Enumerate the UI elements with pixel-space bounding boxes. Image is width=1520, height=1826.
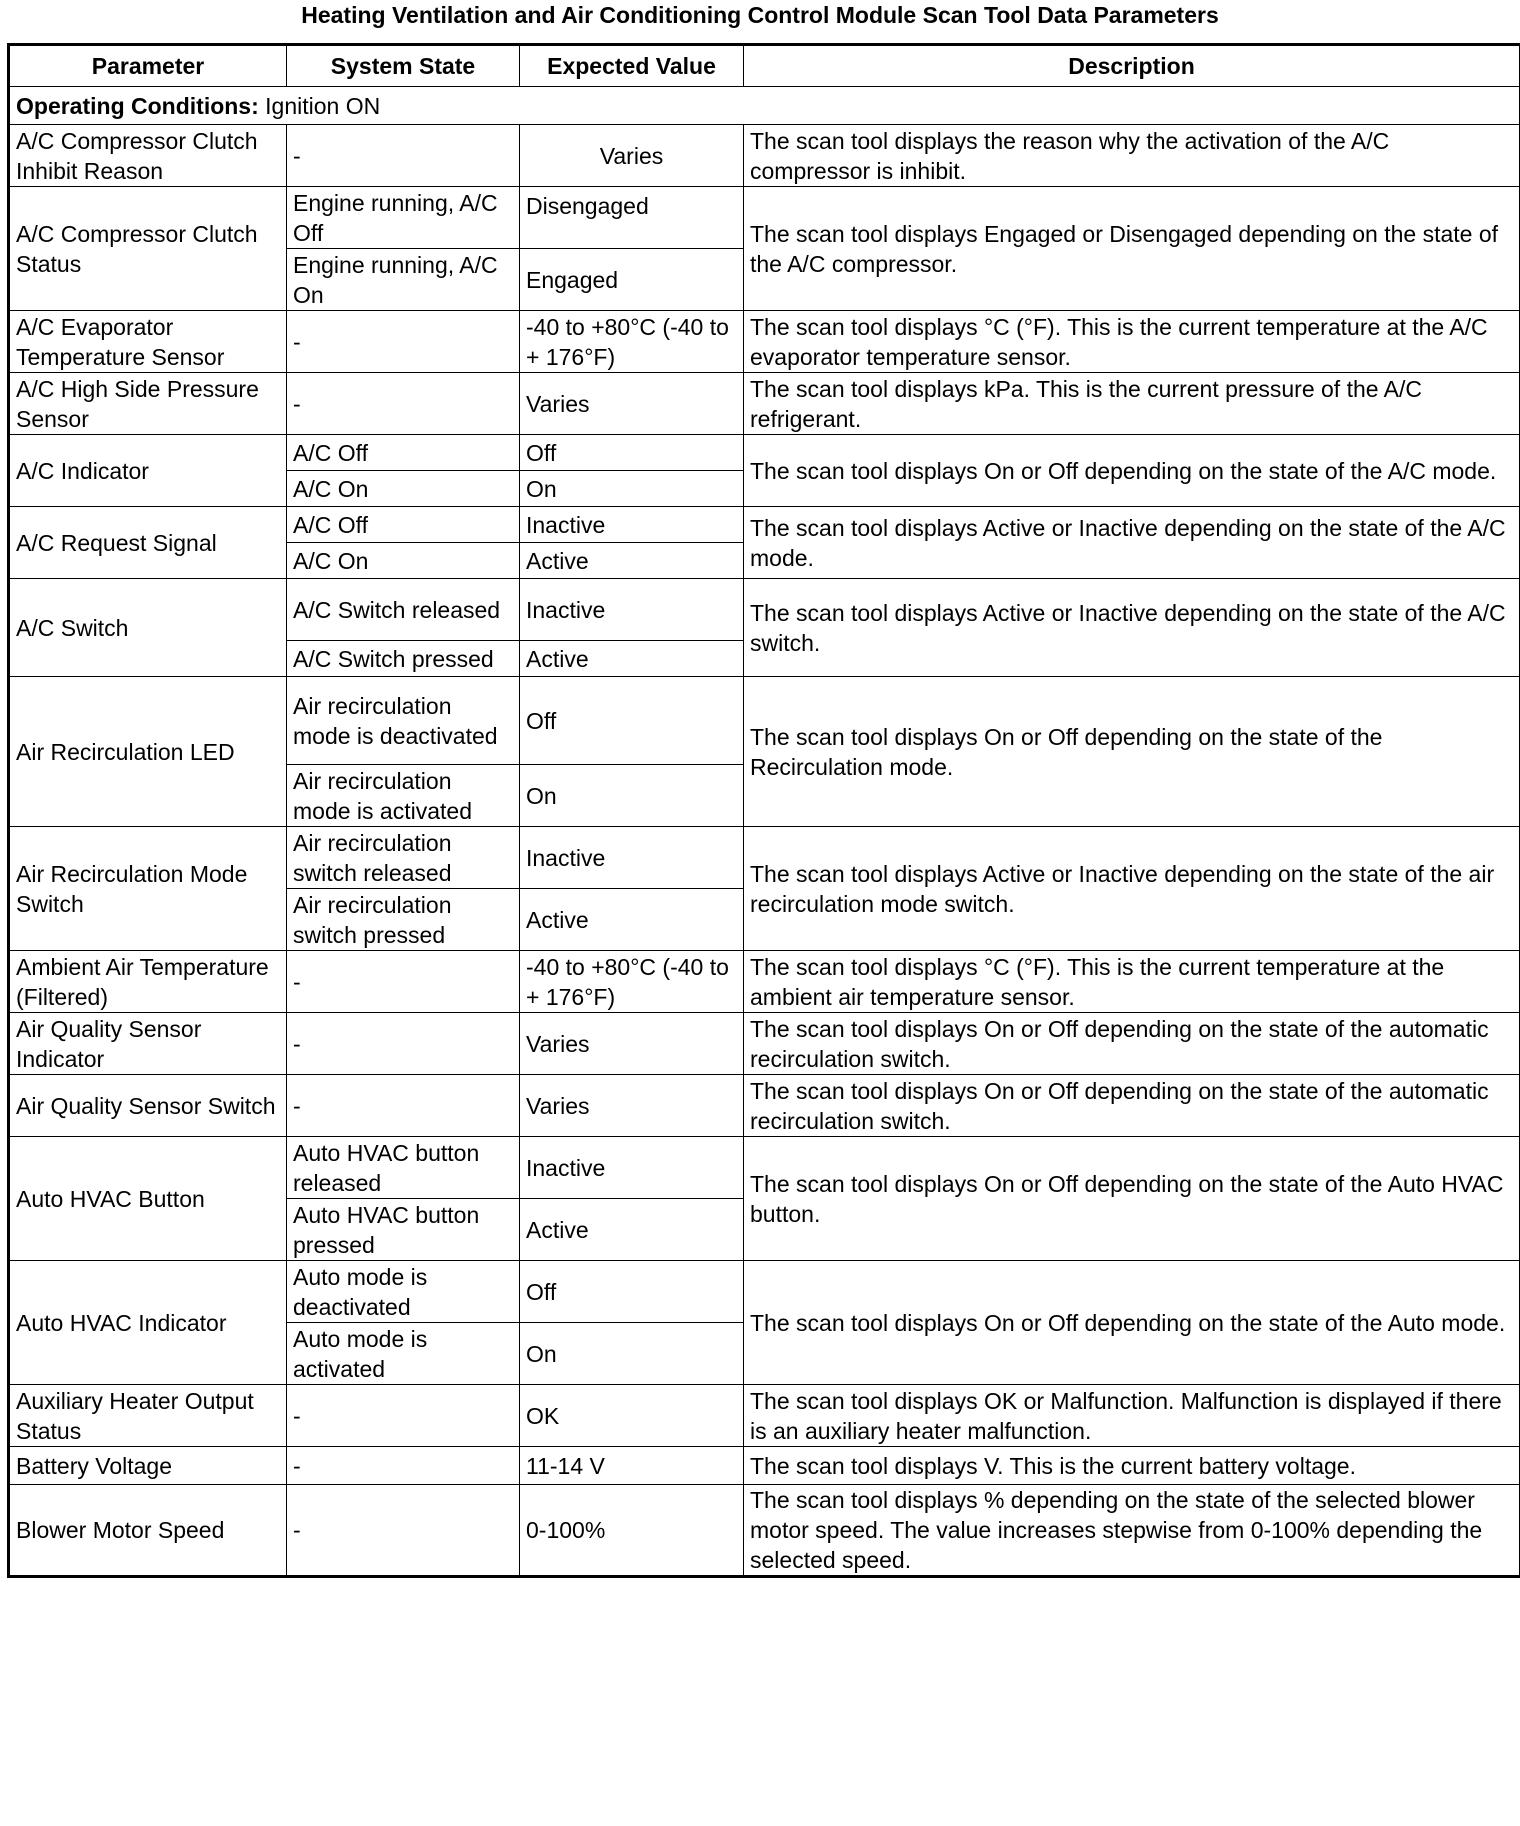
description-cell: The scan tool displays On or Off depending on the state of the A/C mode. xyxy=(744,435,1520,507)
expected-value-cell: Active xyxy=(520,889,744,951)
parameter-cell: Auto HVAC Button xyxy=(9,1137,287,1261)
description-cell: The scan tool displays V. This is the current battery voltage. xyxy=(744,1447,1520,1485)
description-cell: The scan tool displays On or Off depending on the state of the Auto HVAC button. xyxy=(744,1137,1520,1261)
parameter-cell: A/C Compressor Clutch Inhibit Reason xyxy=(9,125,287,187)
system-state-cell: - xyxy=(287,1447,520,1485)
system-state-cell: - xyxy=(287,1075,520,1137)
expected-value-cell: Inactive xyxy=(520,827,744,889)
parameter-cell: Auxiliary Heater Output Status xyxy=(9,1385,287,1447)
parameter-cell: A/C Indicator xyxy=(9,435,287,507)
header-expected-value: Expected Value xyxy=(520,45,744,87)
description-cell: The scan tool displays On or Off depending on the state of the Recirculation mode. xyxy=(744,677,1520,827)
table-row xyxy=(9,1485,1520,1577)
system-state-cell: A/C Switch pressed xyxy=(287,641,520,677)
description-cell: The scan tool displays Engaged or Disengaged depending on the state of the A/C compressor. xyxy=(744,187,1520,311)
parameter-cell: Air Quality Sensor Indicator xyxy=(9,1013,287,1075)
header-description: Description xyxy=(744,45,1520,87)
description-cell: The scan tool displays °C (°F). This is the current temperature at the A/C evaporator temperature sensor. xyxy=(744,311,1520,373)
parameter-cell: Air Recirculation LED xyxy=(9,677,287,827)
expected-value-cell: Off xyxy=(520,677,744,765)
expected-value-cell: -40 to +80°C (-40 to + 176°F) xyxy=(520,951,744,1013)
table-row xyxy=(9,1447,1520,1485)
system-state-cell: A/C Off xyxy=(287,435,520,471)
expected-value-cell: -40 to +80°C (-40 to + 176°F) xyxy=(520,311,744,373)
expected-value-cell: Active xyxy=(520,543,744,579)
operating-conditions-value: Ignition ON xyxy=(258,92,381,119)
expected-value-cell: Disengaged xyxy=(520,187,744,249)
expected-value-cell: Inactive xyxy=(520,579,744,641)
description-cell: The scan tool displays % depending on the state of the selected blower motor speed. The value increases stepwise from 0-100% depending the selected speed. xyxy=(744,1485,1520,1577)
table-row xyxy=(9,125,1520,187)
system-state-cell: - xyxy=(287,1013,520,1075)
expected-value-cell: Active xyxy=(520,1199,744,1261)
parameter-cell: Ambient Air Temperature (Filtered) xyxy=(9,951,287,1013)
table-row xyxy=(9,827,1520,889)
parameter-cell: A/C Compressor Clutch Status xyxy=(9,187,287,311)
parameter-cell: Blower Motor Speed xyxy=(9,1485,287,1577)
description-cell: The scan tool displays On or Off depending on the state of the automatic recirculation switch. xyxy=(744,1075,1520,1137)
expected-value-cell: On xyxy=(520,1323,744,1385)
table-row xyxy=(9,1075,1520,1137)
parameter-cell: Air Recirculation Mode Switch xyxy=(9,827,287,951)
expected-value-cell: Engaged xyxy=(520,249,744,311)
system-state-cell: Air recirculation mode is activated xyxy=(287,765,520,827)
description-cell: The scan tool displays Active or Inactive depending on the state of the air recirculation mode switch. xyxy=(744,827,1520,951)
expected-value-cell: 0-100% xyxy=(520,1485,744,1577)
table-row xyxy=(9,579,1520,641)
table-row xyxy=(9,1261,1520,1323)
description-cell: The scan tool displays the reason why the activation of the A/C compressor is inhibit. xyxy=(744,125,1520,187)
expected-value-cell: 11-14 V xyxy=(520,1447,744,1485)
parameter-cell: A/C Switch xyxy=(9,579,287,677)
system-state-cell: Auto HVAC button released xyxy=(287,1137,520,1199)
table-row xyxy=(9,373,1520,435)
description-cell: The scan tool displays kPa. This is the current pressure of the A/C refrigerant. xyxy=(744,373,1520,435)
description-cell: The scan tool displays On or Off depending on the state of the automatic recirculation switch. xyxy=(744,1013,1520,1075)
system-state-cell: - xyxy=(287,125,520,187)
parameter-cell: A/C Evaporator Temperature Sensor xyxy=(9,311,287,373)
description-cell: The scan tool displays OK or Malfunction. Malfunction is displayed if there is an auxiliary heater malfunction. xyxy=(744,1385,1520,1447)
system-state-cell: Engine running, A/C Off xyxy=(287,187,520,249)
system-state-cell: - xyxy=(287,311,520,373)
parameter-cell: Air Quality Sensor Switch xyxy=(9,1075,287,1137)
header-system-state: System State xyxy=(287,45,520,87)
table-row xyxy=(9,951,1520,1013)
operating-conditions-row xyxy=(9,87,1520,125)
system-state-cell: Auto HVAC button pressed xyxy=(287,1199,520,1261)
system-state-cell: Auto mode is deactivated xyxy=(287,1261,520,1323)
system-state-cell: A/C On xyxy=(287,471,520,507)
description-cell: The scan tool displays °C (°F). This is the current temperature at the ambient air temperature sensor. xyxy=(744,951,1520,1013)
table-row xyxy=(9,435,1520,471)
expected-value-cell: On xyxy=(520,471,744,507)
expected-value-cell: Active xyxy=(520,641,744,677)
expected-value-cell: Inactive xyxy=(520,507,744,543)
system-state-cell: - xyxy=(287,1385,520,1447)
table-row xyxy=(9,187,1520,249)
page-title: Heating Ventilation and Air Conditioning Control Module Scan Tool Data Parameters xyxy=(301,2,1219,28)
system-state-cell: - xyxy=(287,373,520,435)
table-row xyxy=(9,1137,1520,1199)
parameter-cell: A/C Request Signal xyxy=(9,507,287,579)
expected-value-cell: Inactive xyxy=(520,1137,744,1199)
expected-value-cell: Varies xyxy=(520,373,744,435)
operating-conditions xyxy=(9,87,1520,125)
parameter-cell: Battery Voltage xyxy=(9,1447,287,1485)
parameter-cell: A/C High Side Pressure Sensor xyxy=(9,373,287,435)
system-state-cell: A/C On xyxy=(287,543,520,579)
parameter-cell: Auto HVAC Indicator xyxy=(9,1261,287,1385)
expected-value-cell: On xyxy=(520,765,744,827)
system-state-cell: A/C Off xyxy=(287,507,520,543)
header-parameter: Parameter xyxy=(9,45,287,87)
header-row xyxy=(9,45,1520,87)
system-state-cell: Auto mode is activated xyxy=(287,1323,520,1385)
table-row xyxy=(9,1013,1520,1075)
table-row xyxy=(9,1385,1520,1447)
system-state-cell: Air recirculation switch pressed xyxy=(287,889,520,951)
system-state-cell: - xyxy=(287,951,520,1013)
expected-value-cell: Varies xyxy=(520,125,744,187)
expected-value-cell: Off xyxy=(520,435,744,471)
description-cell: The scan tool displays Active or Inactive depending on the state of the A/C mode. xyxy=(744,507,1520,579)
system-state-cell: Air recirculation mode is deactivated xyxy=(287,677,520,765)
expected-value-cell: Varies xyxy=(520,1013,744,1075)
description-cell: The scan tool displays On or Off depending on the state of the Auto mode. xyxy=(744,1261,1520,1385)
system-state-cell: A/C Switch released xyxy=(287,579,520,641)
expected-value-cell: Varies xyxy=(520,1075,744,1137)
table-row xyxy=(9,677,1520,765)
expected-value-cell: OK xyxy=(520,1385,744,1447)
scan-tool-data-table xyxy=(7,43,1520,1578)
system-state-cell: Air recirculation switch released xyxy=(287,827,520,889)
description-cell: The scan tool displays Active or Inactive depending on the state of the A/C switch. xyxy=(744,579,1520,677)
operating-conditions-label: Operating Conditions: xyxy=(16,92,259,119)
system-state-cell: - xyxy=(287,1485,520,1577)
system-state-cell: Engine running, A/C On xyxy=(287,249,520,311)
expected-value-cell: Off xyxy=(520,1261,744,1323)
table-row xyxy=(9,311,1520,373)
table-row xyxy=(9,507,1520,543)
